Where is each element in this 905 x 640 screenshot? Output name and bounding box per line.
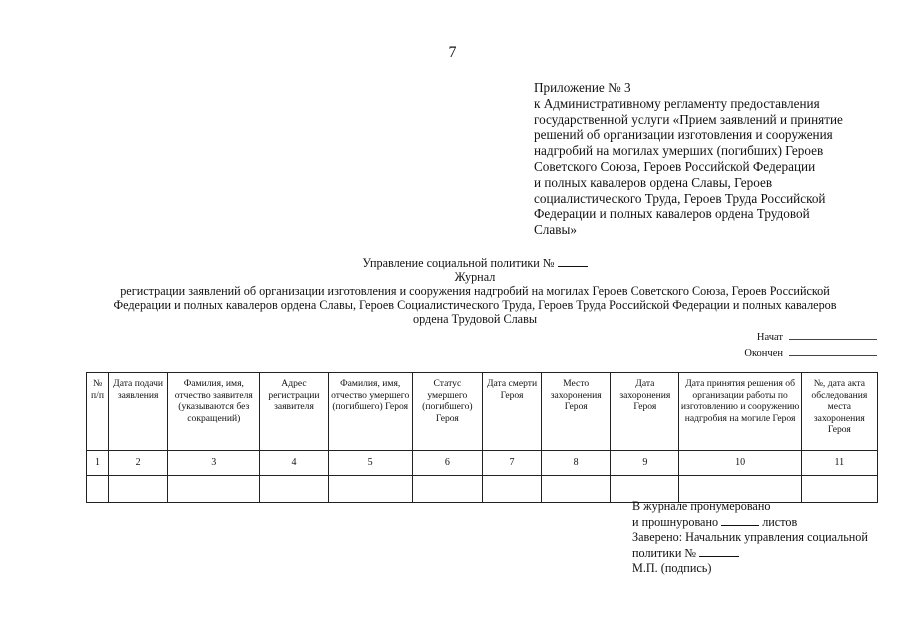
- column-header: Фамилия, имя, отчество заявителя (указываются без сокращений): [168, 373, 260, 451]
- footer-line-2-end: листов: [762, 514, 798, 529]
- appendix-line: Славы»: [534, 222, 577, 238]
- column-number: 5: [328, 451, 412, 476]
- department-number-blank: [558, 256, 588, 267]
- column-number: 3: [168, 451, 260, 476]
- footer-line-4-label: политики №: [632, 545, 697, 560]
- journal-subtitle-line: регистрации заявлений об организации изготовления и сооружения надгробий на могилах Героев Советского Союза, Героев Российской: [120, 284, 830, 298]
- table-cell: [87, 476, 109, 503]
- column-header: Дата захоронения Героя: [611, 373, 679, 451]
- column-number: 9: [611, 451, 679, 476]
- department-number-blank: [699, 547, 739, 557]
- appendix-line: решений об организации изготовления и сооружения: [534, 127, 833, 143]
- column-header: Адрес регистрации заявителя: [260, 373, 328, 451]
- department-label: Управление социальной политики №: [362, 256, 555, 270]
- column-number: 8: [542, 451, 611, 476]
- column-header: Дата принятия решения об организации работы по изготовлению и сооружению надгробия на могиле Героя: [679, 373, 801, 451]
- appendix-line: государственной услуги «Прием заявлений и принятие: [534, 111, 843, 127]
- journal-subtitle-line: Федерации и полных кавалеров ордена Славы, Героев Социалистического Труда, Героев Труда Российской Федерации и полных кавалеров: [113, 298, 837, 312]
- column-number: 7: [482, 451, 541, 476]
- appendix-note: [534, 80, 894, 238]
- column-header: №, дата акта обследования места захоронения Героя: [801, 373, 877, 451]
- column-number: 6: [412, 451, 482, 476]
- appendix-line: Федерации и полных кавалеров ордена Трудовой: [534, 206, 810, 222]
- table-cell: [168, 476, 260, 503]
- footer-line-5: М.П. (подпись): [632, 561, 712, 575]
- column-header: Дата смерти Героя: [482, 373, 541, 451]
- footer-line-2-start: и прошнуровано: [632, 514, 719, 529]
- column-header: Фамилия, имя, отчество умершего (погибшего) Героя: [328, 373, 412, 451]
- table-header-row: [87, 373, 878, 451]
- ended-label: Окончен: [744, 348, 783, 359]
- started-line: [744, 330, 877, 346]
- column-header: № п/п: [87, 373, 109, 451]
- column-number: 1: [87, 451, 109, 476]
- footer-line-1: В журнале пронумеровано: [632, 499, 771, 513]
- table-cell: [482, 476, 541, 503]
- journal-header: [60, 256, 890, 326]
- column-number-row: [87, 451, 878, 476]
- appendix-line: социалистического Труда, Героев Труда Российской: [534, 190, 826, 206]
- started-label: Начат: [756, 332, 783, 343]
- department-line: [60, 256, 890, 270]
- table-cell: [260, 476, 328, 503]
- appendix-line: Приложение № 3: [534, 80, 631, 95]
- certification-note: [632, 499, 868, 577]
- sheet-count-blank: [721, 516, 759, 526]
- journal-title: Журнал: [454, 270, 496, 284]
- appendix-line: надгробий на могилах умерших (погибших) Героев: [534, 143, 824, 159]
- column-number: 10: [679, 451, 801, 476]
- table-cell: [328, 476, 412, 503]
- appendix-line: и полных кавалеров ордена Славы, Героев: [534, 174, 773, 190]
- footer-line-4: [632, 546, 868, 562]
- column-number: 4: [260, 451, 328, 476]
- journal-period: [744, 330, 877, 362]
- column-header: Статус умершего (погибшего) Героя: [412, 373, 482, 451]
- footer-line-2: [632, 515, 868, 531]
- page-number: 7: [448, 44, 457, 61]
- ended-line: [744, 346, 877, 362]
- footer-line-3: Заверено: Начальник управления социальной: [632, 530, 868, 544]
- table-cell: [109, 476, 168, 503]
- column-header: Дата подачи заявления: [109, 373, 168, 451]
- started-blank: [789, 330, 877, 340]
- column-number: 11: [801, 451, 877, 476]
- appendix-line: к Административному регламенту предоставления: [534, 95, 820, 111]
- table-cell: [542, 476, 611, 503]
- table-cell: [412, 476, 482, 503]
- appendix-line: Советского Союза, Героев Российской Федерации: [534, 158, 816, 174]
- ended-blank: [789, 346, 877, 356]
- journal-table: [86, 372, 878, 503]
- column-header: Место захоронения Героя: [542, 373, 611, 451]
- journal-subtitle-line: ордена Трудовой Славы: [412, 312, 538, 326]
- column-number: 2: [109, 451, 168, 476]
